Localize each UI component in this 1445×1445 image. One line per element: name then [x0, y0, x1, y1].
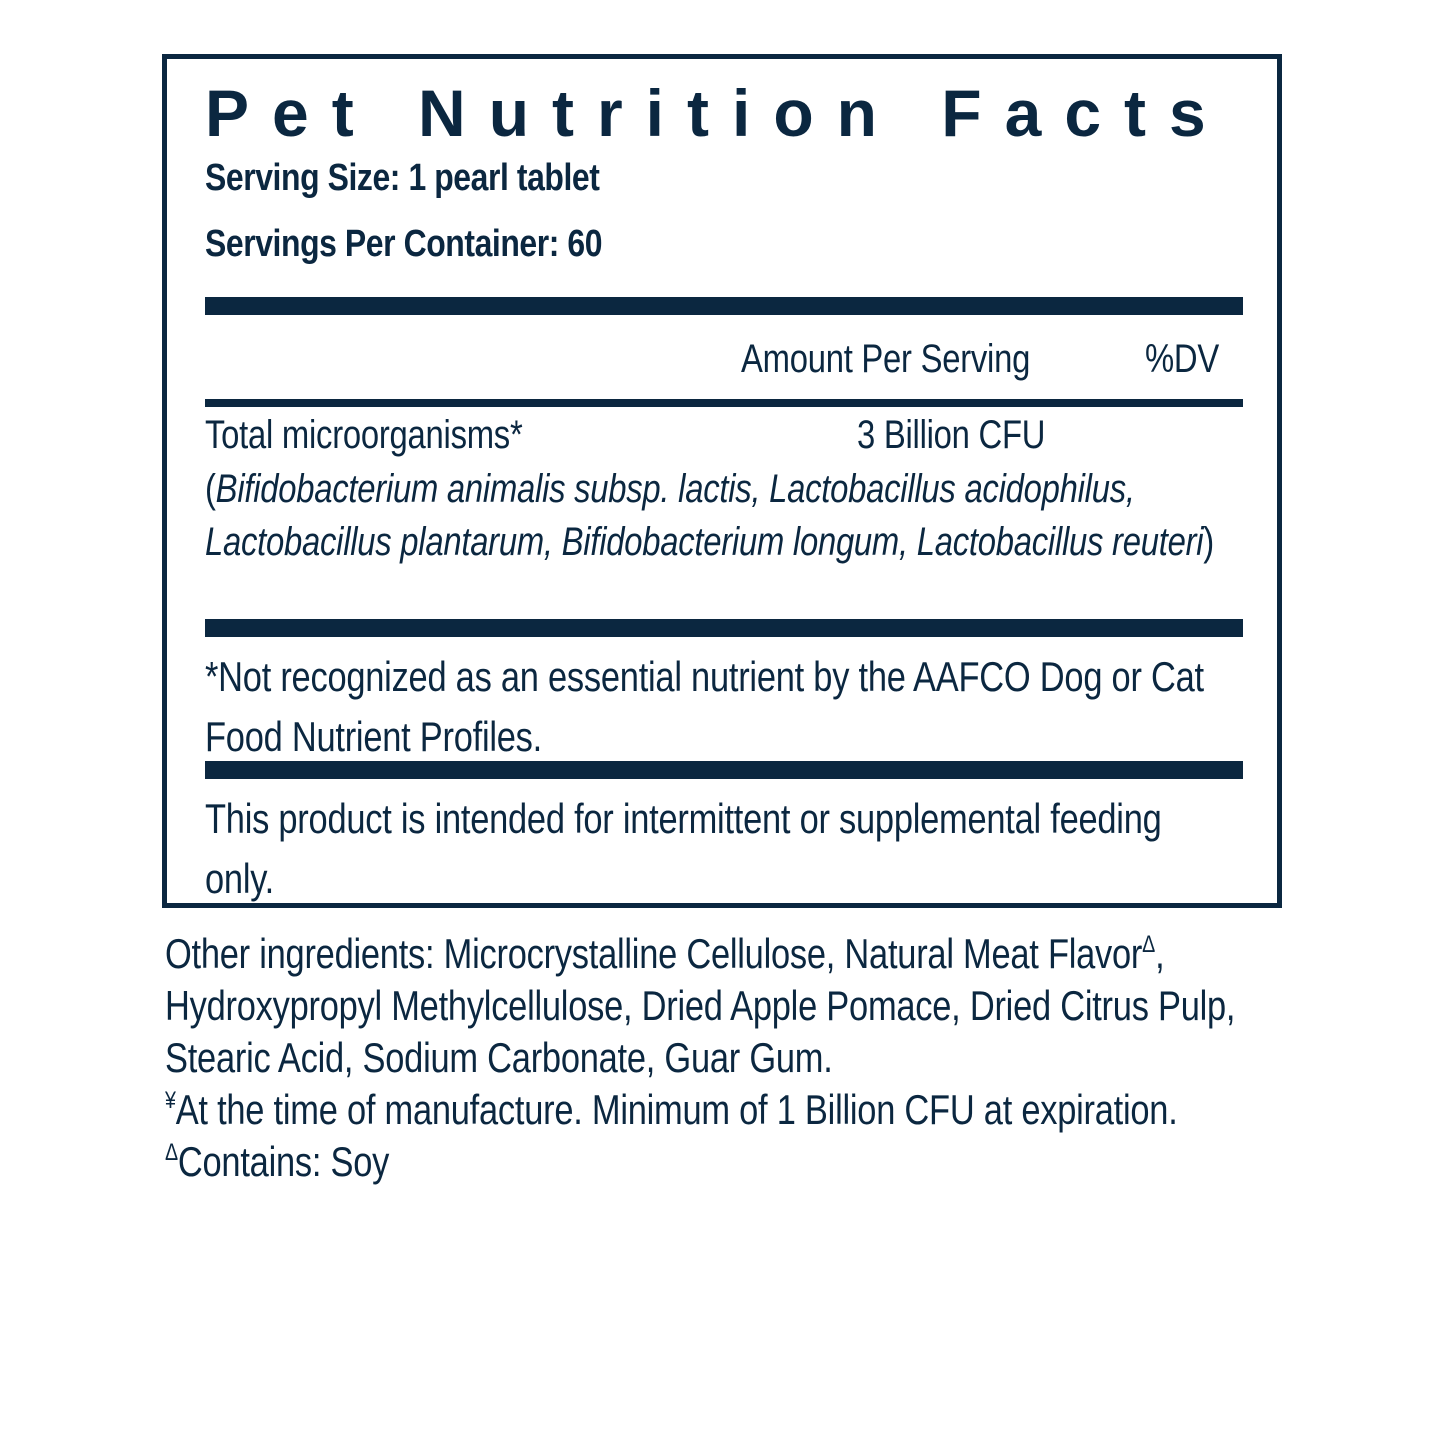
header-percent-dv: %DV — [1145, 337, 1219, 381]
species-close-paren: ) — [1203, 520, 1214, 564]
other-ingredients-block — [165, 928, 1264, 1188]
nutrient-species-list — [205, 463, 1238, 569]
other-ingredients-comma: , — [1155, 930, 1165, 977]
species-open-paren: ( — [205, 467, 216, 511]
serving-size: Serving Size: 1 pearl tablet — [205, 157, 600, 199]
other-ingredients-line: Stearic Acid, Sodium Carbonate, Guar Gum. — [165, 1034, 833, 1081]
header-amount-per-serving: Amount Per Serving — [741, 337, 1031, 381]
footnote-manufacture-text: At the time of manufacture. Minimum of 1 Billion CFU at expiration. — [175, 1086, 1178, 1133]
panel-title: Pet Nutrition Facts — [205, 76, 1229, 150]
footnote-manufacture — [165, 1084, 1264, 1136]
footnote-allergen — [165, 1136, 1264, 1188]
intended-use-statement: This product is intended for intermittent or supplemental feeding only. — [205, 795, 1162, 902]
divider-thick — [205, 619, 1243, 637]
other-ingredients-line — [165, 928, 1264, 980]
yen-mark: ¥ — [165, 1087, 176, 1114]
delta-mark: Δ — [165, 1139, 178, 1166]
nutrient-name: Total microorganisms* — [205, 413, 523, 457]
other-ingredients-line: Hydroxypropyl Methylcellulose, Dried Apple Pomace, Dried Citrus Pulp, — [165, 982, 1236, 1029]
divider-thick — [205, 761, 1243, 779]
nutrition-facts-panel — [162, 54, 1282, 908]
species-names: Bifidobacterium animalis subsp. lactis, Lactobacillus acidophilus, Lactobacillus plantarum, Bifidobacterium longum, Lactobacillus reuteri — [205, 467, 1204, 564]
panel-content — [205, 59, 1243, 903]
delta-mark: Δ — [1142, 931, 1156, 958]
divider-thin — [205, 399, 1243, 407]
servings-per-container: Servings Per Container: 60 — [205, 223, 603, 265]
footnote-essential-nutrient: *Not recognized as an essential nutrient by the AAFCO Dog or Cat Food Nutrient Profiles. — [205, 653, 1204, 760]
other-ingredients-text: Other ingredients: Microcrystalline Cellulose, Natural Meat Flavor — [165, 930, 1143, 977]
footnote-allergen-text: Contains: Soy — [177, 1138, 390, 1185]
divider-thick — [205, 297, 1243, 315]
nutrient-amount: 3 Billion CFU — [857, 413, 1046, 457]
